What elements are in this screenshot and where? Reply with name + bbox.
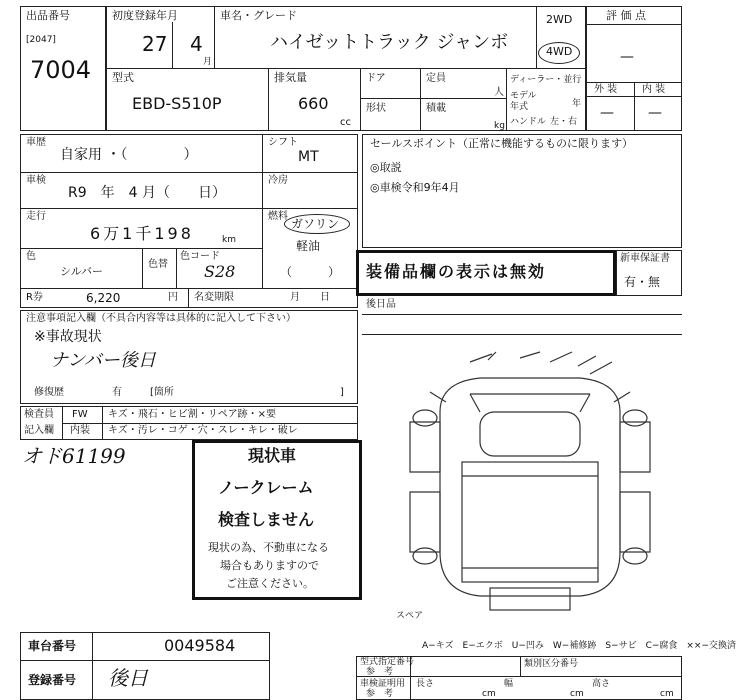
first-reg-month: 4 xyxy=(190,32,203,56)
drive-2wd: 2WD xyxy=(546,13,573,26)
as-is-line5: 場合もありますので xyxy=(220,559,319,572)
model-year-label2: 年式 xyxy=(510,102,529,112)
as-is-line4: 現状の為、不動車になる xyxy=(208,541,329,554)
exterior-value: — xyxy=(600,105,614,121)
interior-label: 内 装 xyxy=(642,84,666,95)
lot-number: 7004 xyxy=(30,56,92,84)
reg-label: 登録番号 xyxy=(28,673,77,687)
shift-label: シフト xyxy=(268,137,298,148)
color-change-label: 色替 xyxy=(148,259,168,270)
inspector-fw: FW xyxy=(72,409,88,420)
mileage-value: 6万1千198 xyxy=(90,224,194,243)
fuel-gasoline: ガソリン xyxy=(291,217,340,231)
score-label: 評 価 点 xyxy=(606,9,646,22)
handle-value: 左・右 xyxy=(550,117,578,127)
warranty-label: 新車保証書 xyxy=(620,253,670,264)
shape-label: 形状 xyxy=(366,103,386,114)
displacement-label: 排気量 xyxy=(274,71,307,84)
load-label: 積載 xyxy=(426,103,446,114)
notes-line2: ナンバー後日 xyxy=(50,350,156,371)
first-reg-month-unit: 月 xyxy=(203,57,213,67)
length-label: 長さ xyxy=(416,679,435,689)
inspector-line2: キズ・汚レ・コゲ・穴・スレ・キレ・破レ xyxy=(108,425,298,436)
later-docs-label: 後日品 xyxy=(366,299,396,310)
as-is-line1: 現状車 xyxy=(248,446,297,465)
sales-point-item1: ◎取説 xyxy=(370,161,402,174)
handwritten-code: オド61199 xyxy=(22,444,126,468)
name-change-value: 月 日 xyxy=(290,292,330,303)
recycle-label: R券 xyxy=(26,292,43,303)
notes-title: 注意事項記入欄（不具合内容等は具体的に記入して下さい） xyxy=(26,313,296,324)
exterior-label: 外 装 xyxy=(594,84,618,95)
first-reg-year: 27 xyxy=(142,32,168,56)
color-value: シルバー xyxy=(60,265,103,278)
fuel-other: （ ） xyxy=(280,265,341,279)
mileage-unit: km xyxy=(222,235,236,245)
type-label: 型式 xyxy=(112,71,134,84)
inspector-label1: 検査員 xyxy=(24,409,54,420)
repair-label: 修復歴 xyxy=(34,387,64,398)
inspection-label: 車検 xyxy=(26,175,46,186)
model-year-label1: モデル xyxy=(510,91,537,101)
model-name-label: 車名・グレード xyxy=(220,9,297,22)
lot-sub: [2047] xyxy=(26,35,56,45)
model-year-unit: 年 xyxy=(572,99,582,109)
as-is-line3: 検査しません xyxy=(218,510,315,529)
reg-value: 後日 xyxy=(108,666,148,690)
repair-value: 有 xyxy=(112,387,122,398)
dealer-label: ディーラー・並行 xyxy=(510,75,582,85)
cert-label2: 参 考 xyxy=(366,689,394,699)
inspector-label2: 記入欄 xyxy=(24,425,54,436)
chassis-label: 車台番号 xyxy=(28,639,77,653)
recycle-value: 6,220 xyxy=(86,291,121,305)
history-label: 車歴 xyxy=(26,137,46,148)
repair-end: ] xyxy=(340,387,344,398)
category-label: 類別区分番号 xyxy=(524,659,579,669)
spare-label: スペア xyxy=(396,611,424,621)
cert-label1: 車検証明用 xyxy=(360,679,406,689)
truck-damage-diagram xyxy=(400,352,660,622)
as-is-line2: ノークレーム xyxy=(218,478,314,497)
mileage-label: 走行 xyxy=(26,211,46,222)
ac-label: 冷房 xyxy=(268,175,288,186)
cm3: cm xyxy=(660,689,674,699)
inspector-line1: キズ・飛石・ヒビ割・リペア跡・×要 xyxy=(108,409,276,420)
displacement-unit: cc xyxy=(340,117,351,128)
cm2: cm xyxy=(570,689,584,699)
recycle-unit: 円 xyxy=(168,292,178,303)
color-code-label: 色コード xyxy=(180,251,220,262)
name-change-label: 名変期限 xyxy=(194,292,234,303)
color-label: 色 xyxy=(26,251,36,262)
interior-value: — xyxy=(648,105,662,121)
drive-4wd: 4WD xyxy=(546,45,573,58)
model-spec-label2: 参 考 xyxy=(366,667,394,677)
inspection-value: R9 年 4 月（ 日） xyxy=(68,185,226,201)
load-unit: kg xyxy=(494,121,505,131)
cm1: cm xyxy=(482,689,496,699)
warranty-value: 有・無 xyxy=(624,275,661,289)
capacity-label: 定員 xyxy=(426,73,446,84)
type-value: EBD-S510P xyxy=(132,94,222,113)
displacement-value: 660 xyxy=(298,94,329,113)
as-is-line6: ご注意ください。 xyxy=(226,577,314,590)
fuel-label: 燃料 xyxy=(268,211,288,222)
notes-line1: ※事故現状 xyxy=(34,329,102,345)
first-reg-label: 初度登録年月 xyxy=(112,9,178,22)
color-code-value: S28 xyxy=(204,262,236,281)
damage-legend: A−キズ E−エクボ U−凹み W−補修跡 S−サビ C−腐食 ××−交換済 xyxy=(422,641,736,651)
lot-label: 出品番号 xyxy=(26,9,70,22)
sales-point-item2: ◎車検令和9年4月 xyxy=(370,181,460,194)
height-label: 高さ xyxy=(592,679,611,689)
equipment-notice: 装備品欄の表示は無効 xyxy=(366,262,547,281)
model-name: ハイゼットトラック ジャンボ xyxy=(270,32,509,53)
sales-point-title: セールスポイント（正常に機能するものに限ります） xyxy=(370,137,634,150)
fuel-light-oil: 軽油 xyxy=(296,239,321,253)
handle-label: ハンドル xyxy=(510,117,547,127)
chassis-value: 0049584 xyxy=(164,636,236,655)
inspector-interior: 内装 xyxy=(70,425,90,436)
model-spec-label1: 型式指定番号 xyxy=(360,657,415,667)
doors-label: ドア xyxy=(366,73,386,84)
score-value: — xyxy=(620,49,634,65)
width-label: 幅 xyxy=(504,679,514,689)
repair-place: [箇所 xyxy=(150,387,174,398)
history-value: 自家用 ・（ ） xyxy=(60,147,198,163)
shift-value: MT xyxy=(298,149,319,165)
capacity-unit: 人 xyxy=(494,87,504,98)
